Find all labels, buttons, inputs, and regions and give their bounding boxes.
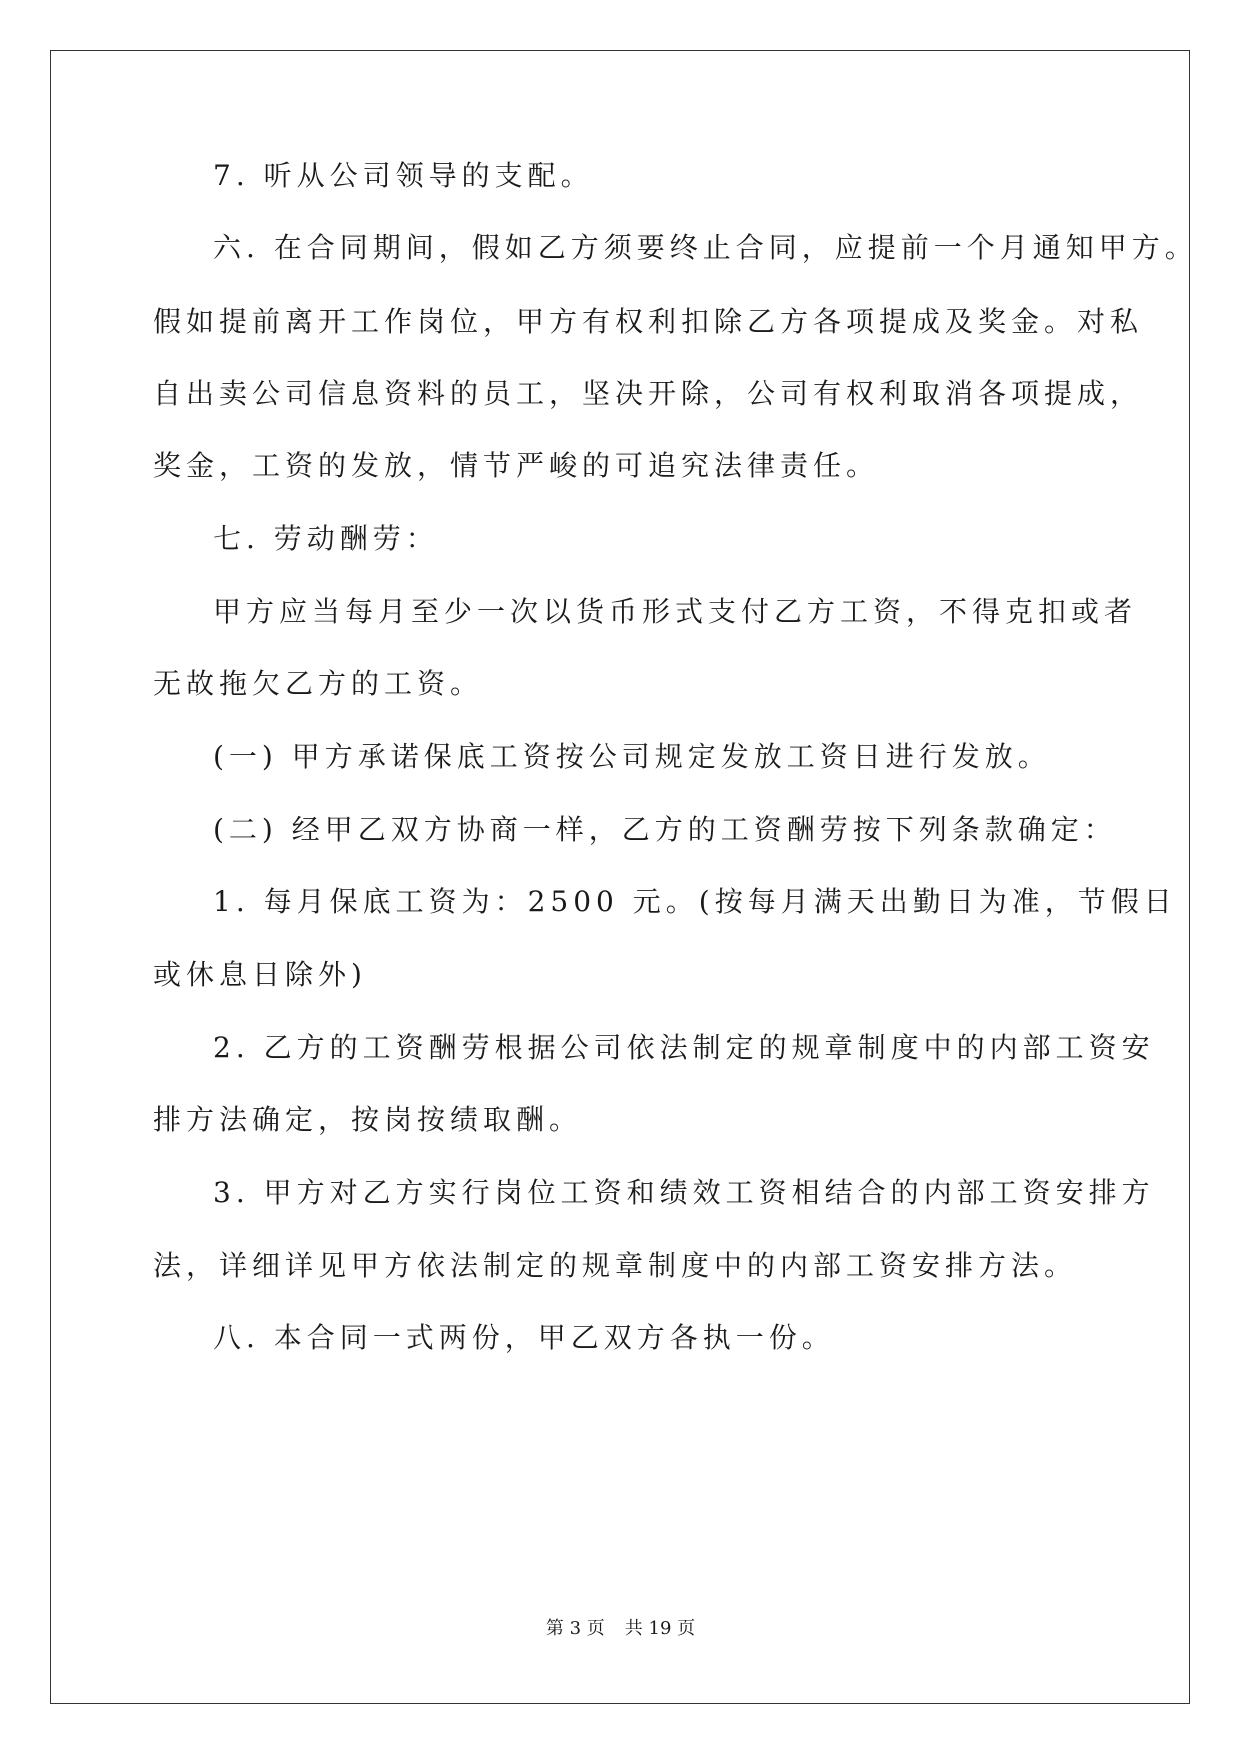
paragraph-line: (二) 经甲乙双方协商一样，乙方的工资酬劳按下列条款确定： [213, 813, 1117, 846]
paragraph-line: 无故拖欠乙方的工资。 [153, 667, 484, 700]
paragraph-line: 或休息日除外) [153, 958, 367, 991]
paragraph-line: 甲方应当每月至少一次以货币形式支付乙方工资，不得克扣或者 [213, 595, 1138, 628]
page-border [50, 50, 1190, 1704]
paragraph-line: 七. 劳动酬劳： [213, 522, 439, 555]
paragraph-line: 八. 本合同一式两份，甲乙双方各执一份。 [213, 1321, 835, 1354]
paragraph-line: 3. 甲方对乙方实行岗位工资和绩效工资相结合的内部工资安排方 [213, 1176, 1155, 1209]
paragraph-line: (一) 甲方承诺保底工资按公司规定发放工资日进行发放。 [213, 740, 1051, 773]
page-number: 第 3 页 [545, 1618, 605, 1639]
page-total: 共 19 页 [624, 1618, 696, 1639]
paragraph-line: 排方法确定，按岗按绩取酬。 [153, 1103, 583, 1136]
paragraph-line: 自出卖公司信息资料的员工，坚决开除，公司有权利取消各项提成， [153, 377, 1144, 410]
paragraph-line: 假如提前离开工作岗位，甲方有权利扣除乙方各项提成及奖金。对私 [153, 305, 1144, 338]
paragraph-line: 1. 每月保底工资为：2500 元。(按每月满天出勤日为准，节假日 [213, 885, 1177, 918]
page-footer [0, 1614, 1241, 1640]
paragraph-line: 奖金，工资的发放，情节严峻的可追究法律责任。 [153, 449, 880, 482]
paragraph-line: 2. 乙方的工资酬劳根据公司依法制定的规章制度中的内部工资安 [213, 1031, 1155, 1064]
paragraph-line: 7. 听从公司领导的支配。 [213, 159, 594, 192]
paragraph-line: 六. 在合同期间，假如乙方须要终止合同，应提前一个月通知甲方。 [213, 231, 1198, 264]
paragraph-line: 法，详细详见甲方依法制定的规章制度中的内部工资安排方法。 [153, 1249, 1078, 1282]
